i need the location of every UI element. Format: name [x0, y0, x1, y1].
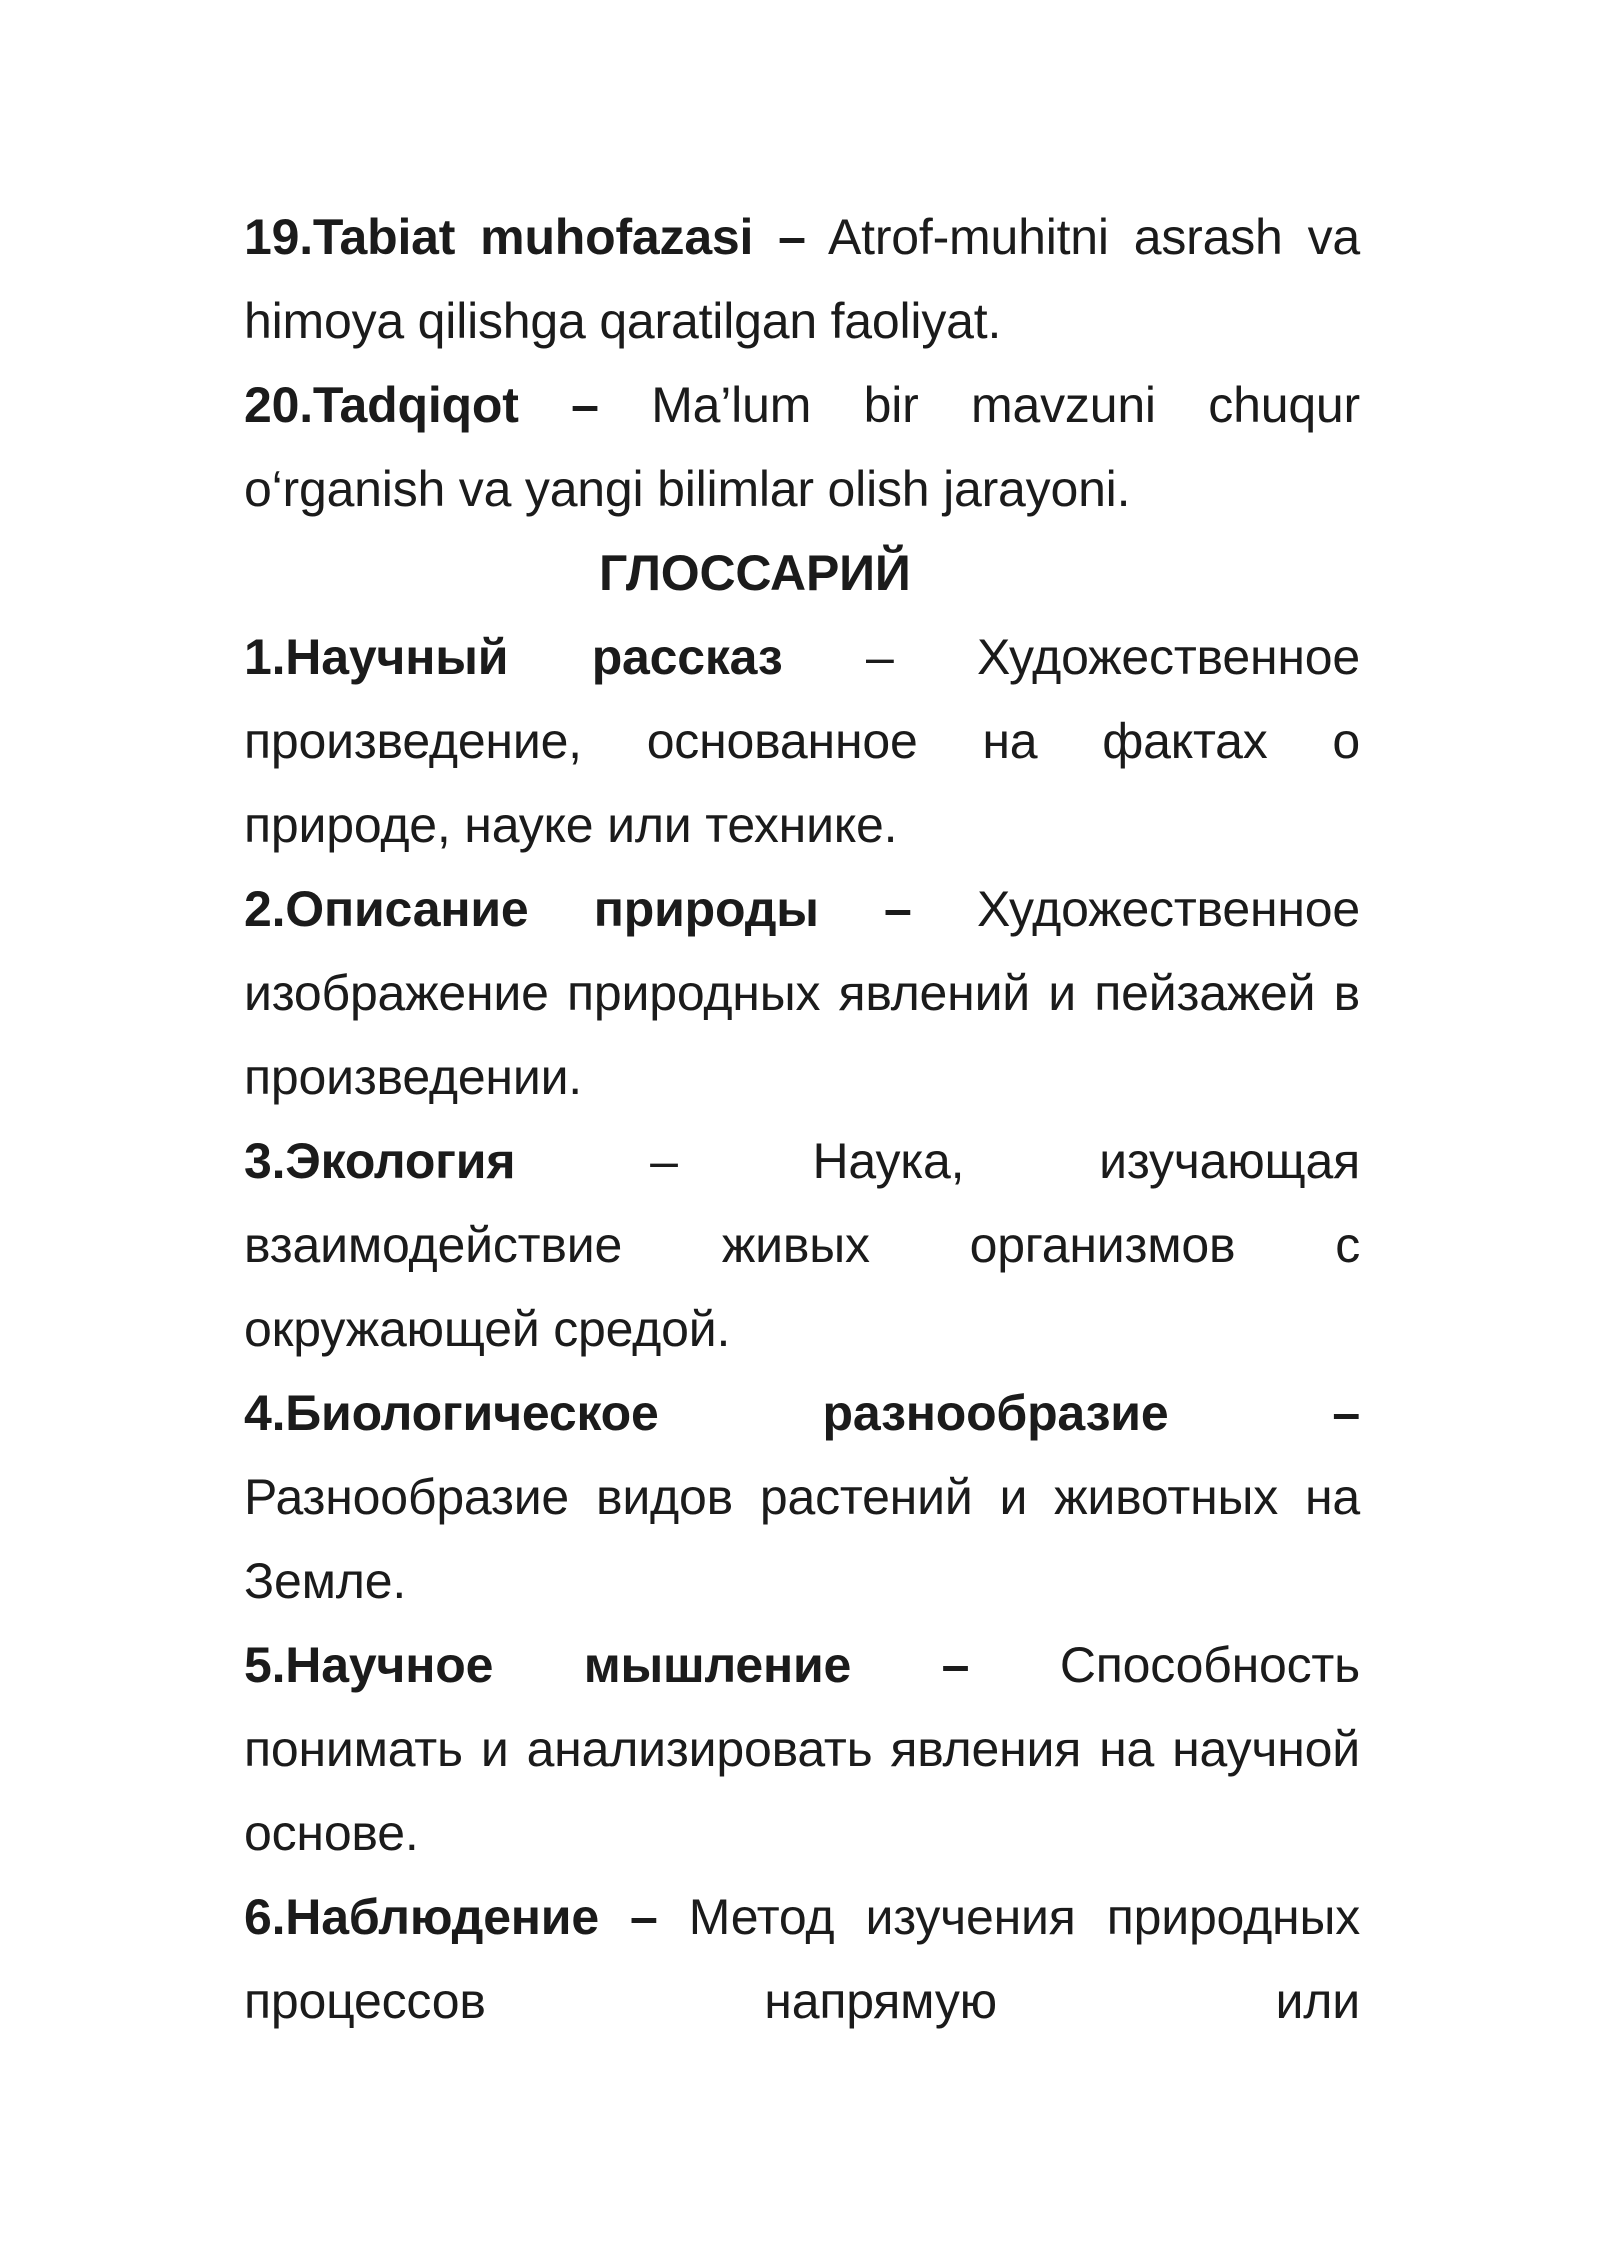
glossary-entry-nablyudenie	[244, 1875, 1360, 2043]
entry-term: 5.Научное мышление –	[244, 1637, 970, 1693]
entry-definition: – Наука, изучающая взаимодействие живых организмов с окружающей средой.	[244, 1133, 1360, 1357]
entry-term: 1.Научный рассказ	[244, 629, 783, 685]
glossary-entry-tabiat-muhofazasi	[244, 195, 1360, 363]
entry-definition: Atrof-muhitni asrash va himoya qilishga qaratilgan faoliyat.	[244, 209, 1360, 349]
glossary-title: ГЛОССАРИЙ	[599, 545, 911, 601]
entry-term: 6.Наблюдение –	[244, 1889, 658, 1945]
entry-term: 2.Описание природы –	[244, 881, 912, 937]
glossary-entry-nauchny-rasskaz	[244, 615, 1360, 867]
entry-definition: Способность понимать и анализировать явления на научной основе.	[244, 1637, 1360, 1861]
glossary-entry-nauchnoe-myshlenie	[244, 1623, 1360, 1875]
document-page	[244, 195, 1360, 2043]
entry-definition: Метод изучения природных процессов напрямую или	[244, 1889, 1360, 2029]
entry-definition: Ma’lum bir mavzuni chuqur o‘rganish va yangi bilimlar olish jarayoni.	[244, 377, 1360, 517]
entry-definition: Художественное изображение природных явлений и пейзажей в произведении.	[244, 881, 1360, 1105]
glossary-entry-opisanie-prirody	[244, 867, 1360, 1119]
entry-term: 19.Tabiat muhofazasi –	[244, 209, 806, 265]
glossary-entry-ekologiya	[244, 1119, 1360, 1371]
glossary-entry-biologicheskoe-raznoobrazie	[244, 1371, 1360, 1623]
glossary-entry-tadqiqot	[244, 363, 1360, 531]
entry-definition: – Художественное произведение, основанное на фактах о природе, науке или технике.	[244, 629, 1360, 853]
entry-term: 4.Биологическое разнообразие –	[244, 1385, 1360, 1441]
entry-term: 20.Tadqiqot –	[244, 377, 599, 433]
entry-definition: Разнообразие видов растений и животных на Земле.	[244, 1469, 1360, 1609]
entry-term: 3.Экология	[244, 1133, 516, 1189]
